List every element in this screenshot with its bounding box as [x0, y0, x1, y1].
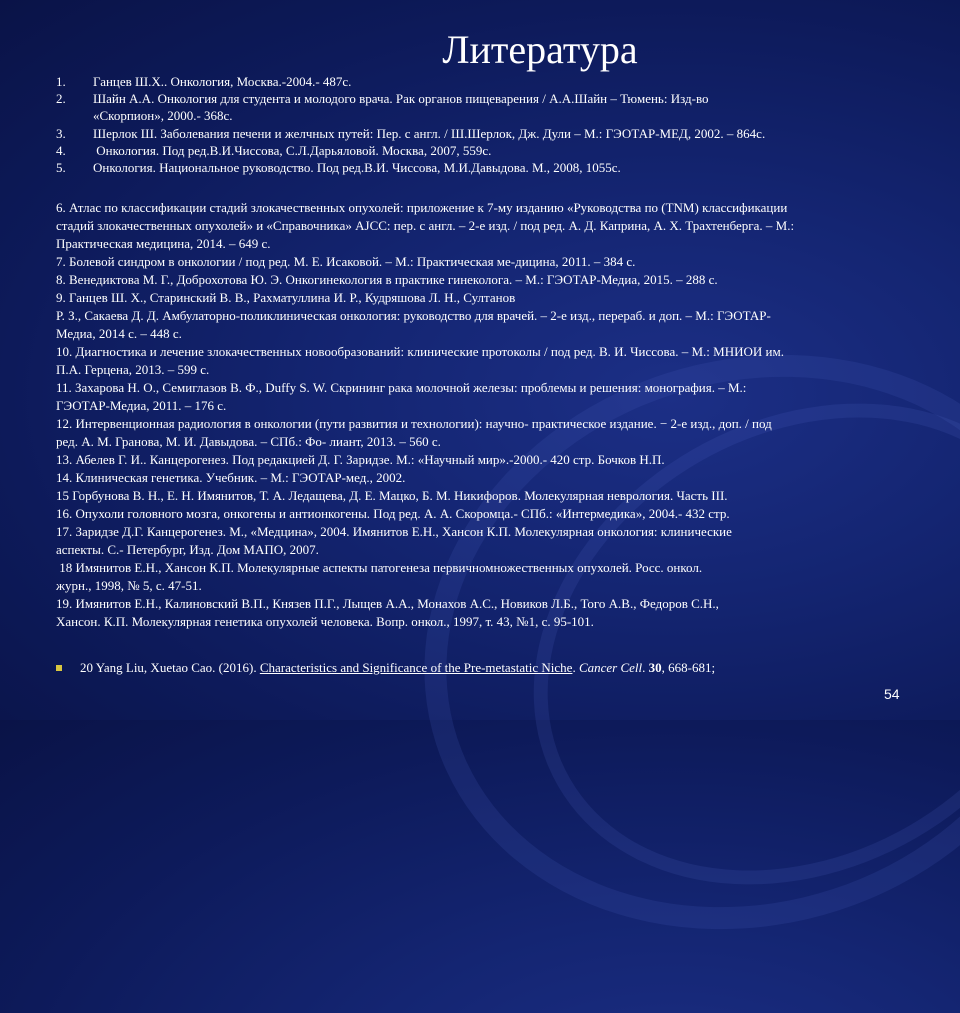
numbered-list-item [56, 125, 936, 142]
numbered-list-item [56, 90, 936, 107]
reference-line: Р. З., Сакаева Д. Д. Амбулаторно-поликлиническая онкология: руководство для врачей. – 2-е изд., перераб. и доп. – М.: ГЭОТАР- [56, 308, 771, 323]
article-link[interactable]: Characteristics and Significance of the Pre-metastatic Niche [259, 660, 573, 675]
reference-line: 8. Венедиктова М. Г., Доброхотова Ю. Э. Онкогинекология в практике гинеколога. – М.: ГЭОТАР-Медиа, 2015. – 288 с. [56, 272, 718, 287]
list-number: 1. [56, 74, 66, 89]
reference-line: ред. А. М. Гранова, М. И. Давыдова. – СПб.: Фо- лиант, 2013. – 560 с. [56, 434, 441, 449]
list-text: Онкология. Под ред.В.И.Чиссова, С.Л.Дарьяловой. Москва, 2007, 559с. [93, 142, 492, 158]
reference-line: аспекты. С.- Петербург, Изд. Дом МАПО, 2007. [56, 542, 319, 557]
bullet-square-icon [56, 665, 62, 671]
list-number [56, 107, 93, 124]
list-number: 4. [56, 142, 66, 158]
reference-line: 19. Имянитов Е.Н., Калиновский В.П., Князев П.Г., Лыщев А.А., Монахов А.С., Новиков Л.Б., Того А.В., Федоров С.Н., [56, 596, 719, 611]
bulleted-reference [56, 659, 936, 677]
reference-line: 9. Ганцев Ш. Х., Старинский В. В., Рахматуллина И. Р., Кудряшова Л. Н., Султанов [56, 290, 516, 305]
numbered-list-item [56, 159, 936, 176]
list-text: Онкология. Национальное руководство. Под ред.В.И. Чиссова, М.И.Давыдова. М., 2008, 1055с. [93, 160, 621, 176]
list-number: 5. [56, 160, 66, 176]
reference-line: 16. Опухоли головного мозга, онкогены и антионкогены. Под ред. А. А. Скоромца.- СПб.: «Интермедика», 2004.- 432 стр. [56, 506, 730, 521]
reference-line: журн., 1998, № 5, с. 47-51. [56, 578, 202, 593]
numbered-list-item [56, 142, 936, 159]
reference-line: 18 Имянитов Е.Н., Хансон К.П. Молекулярные аспекты патогенеза первичномножественных опухолей. Росс. онкол. [56, 560, 703, 575]
list-number: 3. [56, 125, 66, 141]
volume: 30 [648, 660, 662, 675]
numbered-list-item [56, 73, 936, 90]
reference-list [56, 199, 936, 631]
numbered-reference-list [56, 73, 936, 176]
reference-line: П.А. Герцена, 2013. – 599 с. [56, 362, 210, 377]
journal-name: Cancer Cell [578, 660, 643, 675]
slide-title: Литература [442, 27, 638, 72]
reference-line: 13. Абелев Г. И.. Канцерогенез. Под редакцией Д. Г. Заридзе. М.: «Научный мир».-2000.- 420 стр. Бочков Н.П. [56, 452, 665, 467]
reference-line: Практическая медицина, 2014. – 649 с. [56, 236, 271, 251]
reference-line: 12. Интервенционная радиология в онкологии (пути развития и технологии): научно- практическое издание. − 2-е изд., доп. / под [56, 416, 772, 431]
reference-line: 6. Атлас по классификации стадий злокачественных опухолей: приложение к 7-му изданию «Руководства по (TNM) классификации [56, 200, 788, 215]
list-number: 2. [56, 91, 66, 107]
list-text: Шайн А.А. Онкология для студента и молодого врача. Рак органов пищеварения / А.А.Шайн – Тюмень: Изд-во [93, 91, 709, 107]
reference-line: 14. Клиническая генетика. Учебник. – М.: ГЭОТАР-мед., 2002. [56, 470, 406, 485]
list-text: Шерлок Ш. Заболевания печени и желчных путей: Пер. с англ. / Ш.Шерлок, Дж. Дули – М.: ГЭОТАР-МЕД, 2002. – 864с. [93, 125, 766, 141]
reference-line: ГЭОТАР-Медиа, 2011. – 176 с. [56, 398, 227, 413]
reference-line: 10. Диагностика и лечение злокачественных новообразований: клинические протоколы / под ред. В. И. Чиссова. – М.: МНИОИ им. [56, 344, 784, 359]
reference-line: Медиа, 2014 с. – 448 с. [56, 326, 182, 341]
reference-line: Хансон. К.П. Молекулярная генетика опухолей человека. Вопр. онкол., 1997, т. 43, №1, с. 95-101. [56, 614, 594, 629]
reference-line: 17. Заридзе Д.Г. Канцерогенез. М., «Медцина», 2004. Имянитов Е.Н., Хансон К.П. Молекулярная онкология: клинические [56, 524, 732, 539]
reference-line: стадий злокачественных опухолей» и «Справочника» AJCC: пер. с англ. – 2-е изд. / под ред. А. Д. Каприна, А. Х. Трахтенберга. – М.: [56, 218, 795, 233]
reference-line: 15 Горбунова В. Н., Е. Н. Имянитов, Т. А. Ледащева, Д. Е. Мацко, Б. М. Никифоров. Молекулярная неврология. Часть III. [56, 488, 728, 503]
page-number: 54 [884, 686, 900, 702]
reference-line: 11. Захарова Н. О., Семиглазов В. Ф., Duffy S. W. Скрининг рака молочной железы: проблемы и решения: монография. – М.: [56, 380, 747, 395]
reference-20: 20 Yang Liu, Xuetao Cao. (2016). Characteristics and Significance of the Pre-metastatic Niche. Cancer Cell. 30, 668-681; [80, 660, 716, 675]
list-text: «Скорпион», 2000.- 368с. [93, 108, 233, 124]
list-text: Ганцев Ш.Х.. Онкология, Москва.-2004.- 487с. [93, 74, 352, 89]
numbered-list-item [56, 107, 936, 124]
reference-line: 7. Болевой синдром в онкологии / под ред. М. Е. Исаковой. – М.: Практическая ме-дицина, 2011. – 384 с. [56, 254, 636, 269]
